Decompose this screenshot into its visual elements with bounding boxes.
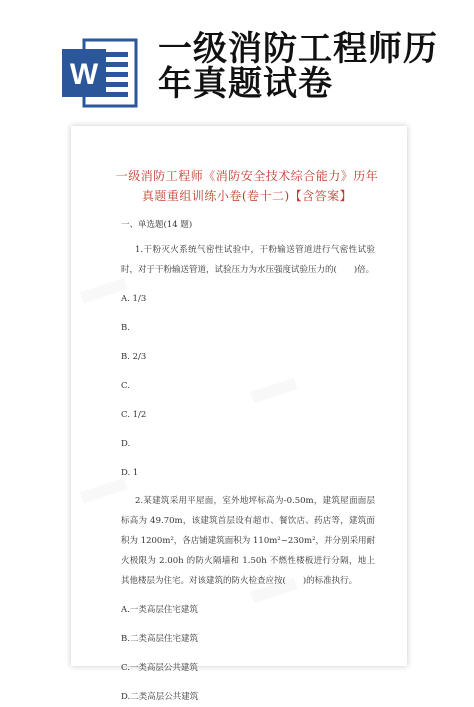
banner-title-line-2: 年真题试卷 (158, 64, 333, 104)
q2-option: B.二类高层住宅建筑 (121, 634, 198, 644)
q2-option: A.一类高层住宅建筑 (121, 605, 198, 615)
q2-option: C.一类高层公共建筑 (121, 663, 198, 673)
section-heading: 一、单选题(14 题) (121, 220, 193, 230)
watermark: ▒▒▒▒▒▒ (250, 579, 298, 604)
watermark: ▒▒▒▒▒▒ (80, 279, 128, 304)
q1-option: C. 1/2 (121, 410, 147, 420)
question-2-text: 2.某建筑采用平屋面，室外地坪标高为-0.50m，建筑屋面面层标高为 49.70m，该建筑首层设有超市、餐饮店、药店等，建筑面积为 1200m²，各店铺建筑面积为 110m²~230m²，并分别采用耐火极限为 2.00h 的防火隔墙和 1.50h 不燃性楼板进行分隔，地上其他楼层为住宅。对该建筑的防火检查应按( )的标准执行。 (121, 496, 376, 586)
document-page (71, 126, 407, 702)
header-banner (0, 0, 474, 110)
q1-option: D. 1 (121, 468, 139, 478)
q1-option: B. (121, 323, 130, 333)
word-document-icon (62, 38, 138, 108)
document-body (121, 218, 375, 707)
q1-option: D. (121, 439, 131, 449)
watermark: ▒▒▒▒▒▒ (250, 379, 298, 404)
q1-option: A. 1/3 (121, 294, 147, 304)
q1-option: C. (121, 381, 130, 391)
question-1-text: 1.干粉灭火系统气密性试验中，干粉输送管道进行气密性试验时，对于干粉输送管道，试验压力为水压强度试验压力的( )倍。 (121, 245, 375, 275)
q2-option: D.二类高层公共建筑 (121, 692, 199, 702)
svg-text:W: W (69, 58, 99, 91)
watermark: ▒▒▒▒▒▒ (80, 479, 128, 504)
document-title: 一级消防工程师《消防安全技术综合能力》历年真题重组训练小卷(卷十二)【含答案】 (115, 169, 379, 203)
q1-option: B. 2/3 (121, 352, 147, 362)
banner-title-line-1: 一级消防工程师历 (158, 29, 438, 69)
